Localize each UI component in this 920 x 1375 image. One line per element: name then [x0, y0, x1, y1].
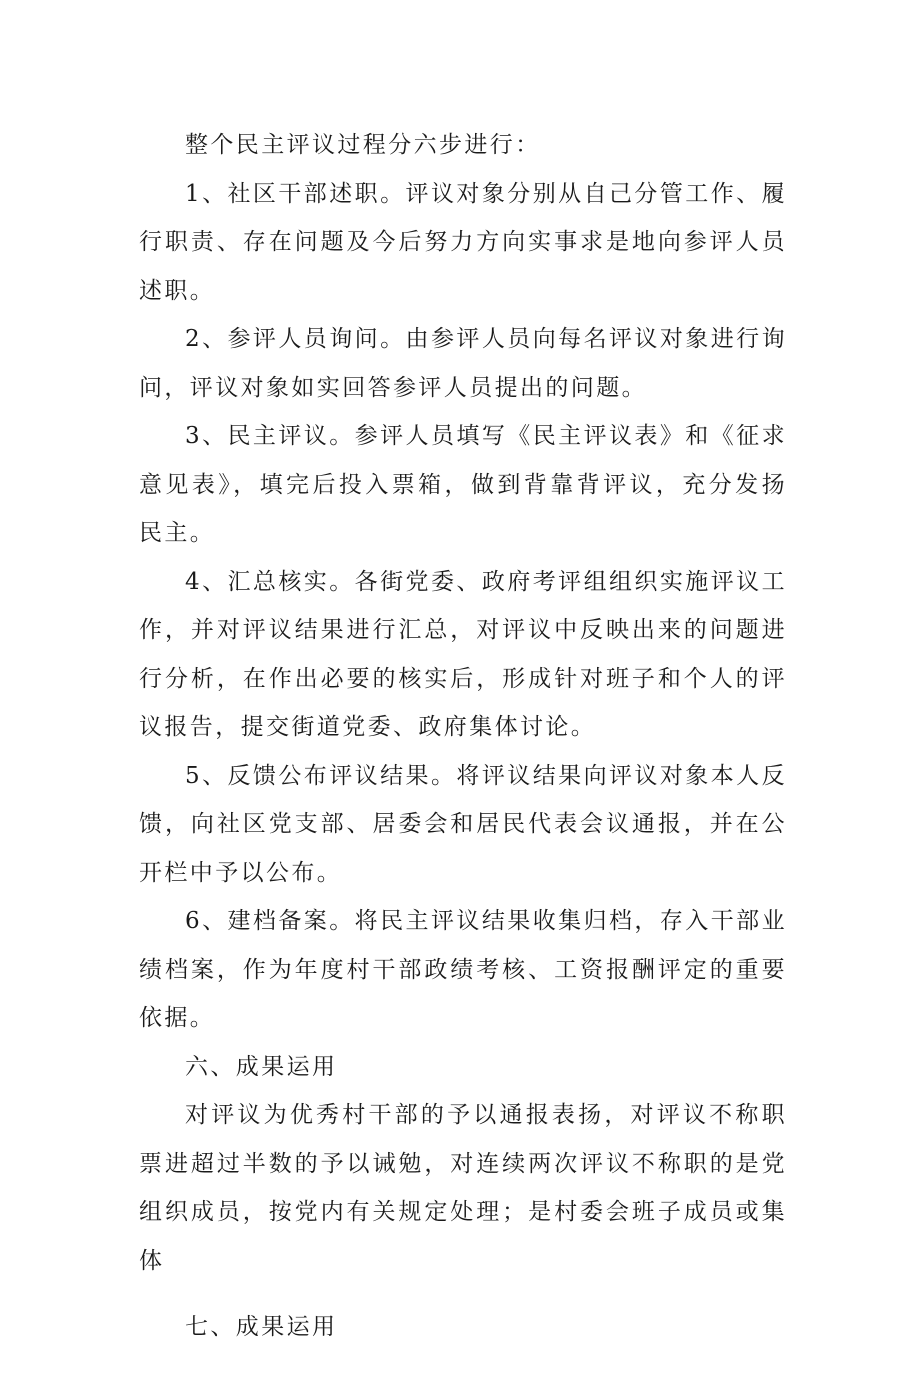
document-body — [139, 121, 787, 1375]
step-5-paragraph: 5、反馈公布评议结果。将评议结果向评议对象本人反馈，向社区党支部、居委会和居民代表会议通报，并在公开栏中予以公布。 — [139, 762, 787, 886]
step-2-paragraph: 2、参评人员询问。由参评人员向每名评议对象进行询问，评议对象如实回答参评人员提出的问题。 — [139, 326, 787, 401]
step-4-paragraph: 4、汇总核实。各街党委、政府考评组组织实施评议工作，并对评议结果进行汇总，对评议中反映出来的问题进行分析，在作出必要的核实后，形成针对班子和个人的评议报告，提交街道党委、政府集体讨论。 — [139, 568, 787, 740]
step-6-paragraph: 6、建档备案。将民主评议结果收集归档，存入干部业绩档案，作为年度村干部政绩考核、工资报酬评定的重要依据。 — [139, 908, 787, 1031]
step-3-paragraph: 3、民主评议。参评人员填写《民主评议表》和《征求意见表》，填完后投入票箱，做到背靠背评议，充分发扬民主。 — [139, 423, 787, 546]
section-seven-heading: 七、成果运用 — [185, 1314, 338, 1340]
section-six-body: 对评议为优秀村干部的予以通报表扬，对评议不称职票进超过半数的予以诫勉，对连续两次评议不称职的是党组织成员，按党内有关规定处理；是村委会班子成员或集体 — [139, 1102, 787, 1274]
intro-paragraph: 整个民主评议过程分六步进行： — [185, 132, 541, 158]
step-1-paragraph: 1、社区干部述职。评议对象分别从自己分管工作、履行职责、存在问题及今后努力方向实事求是地向参评人员述职。 — [139, 180, 787, 304]
section-six-heading: 六、成果运用 — [185, 1053, 338, 1080]
